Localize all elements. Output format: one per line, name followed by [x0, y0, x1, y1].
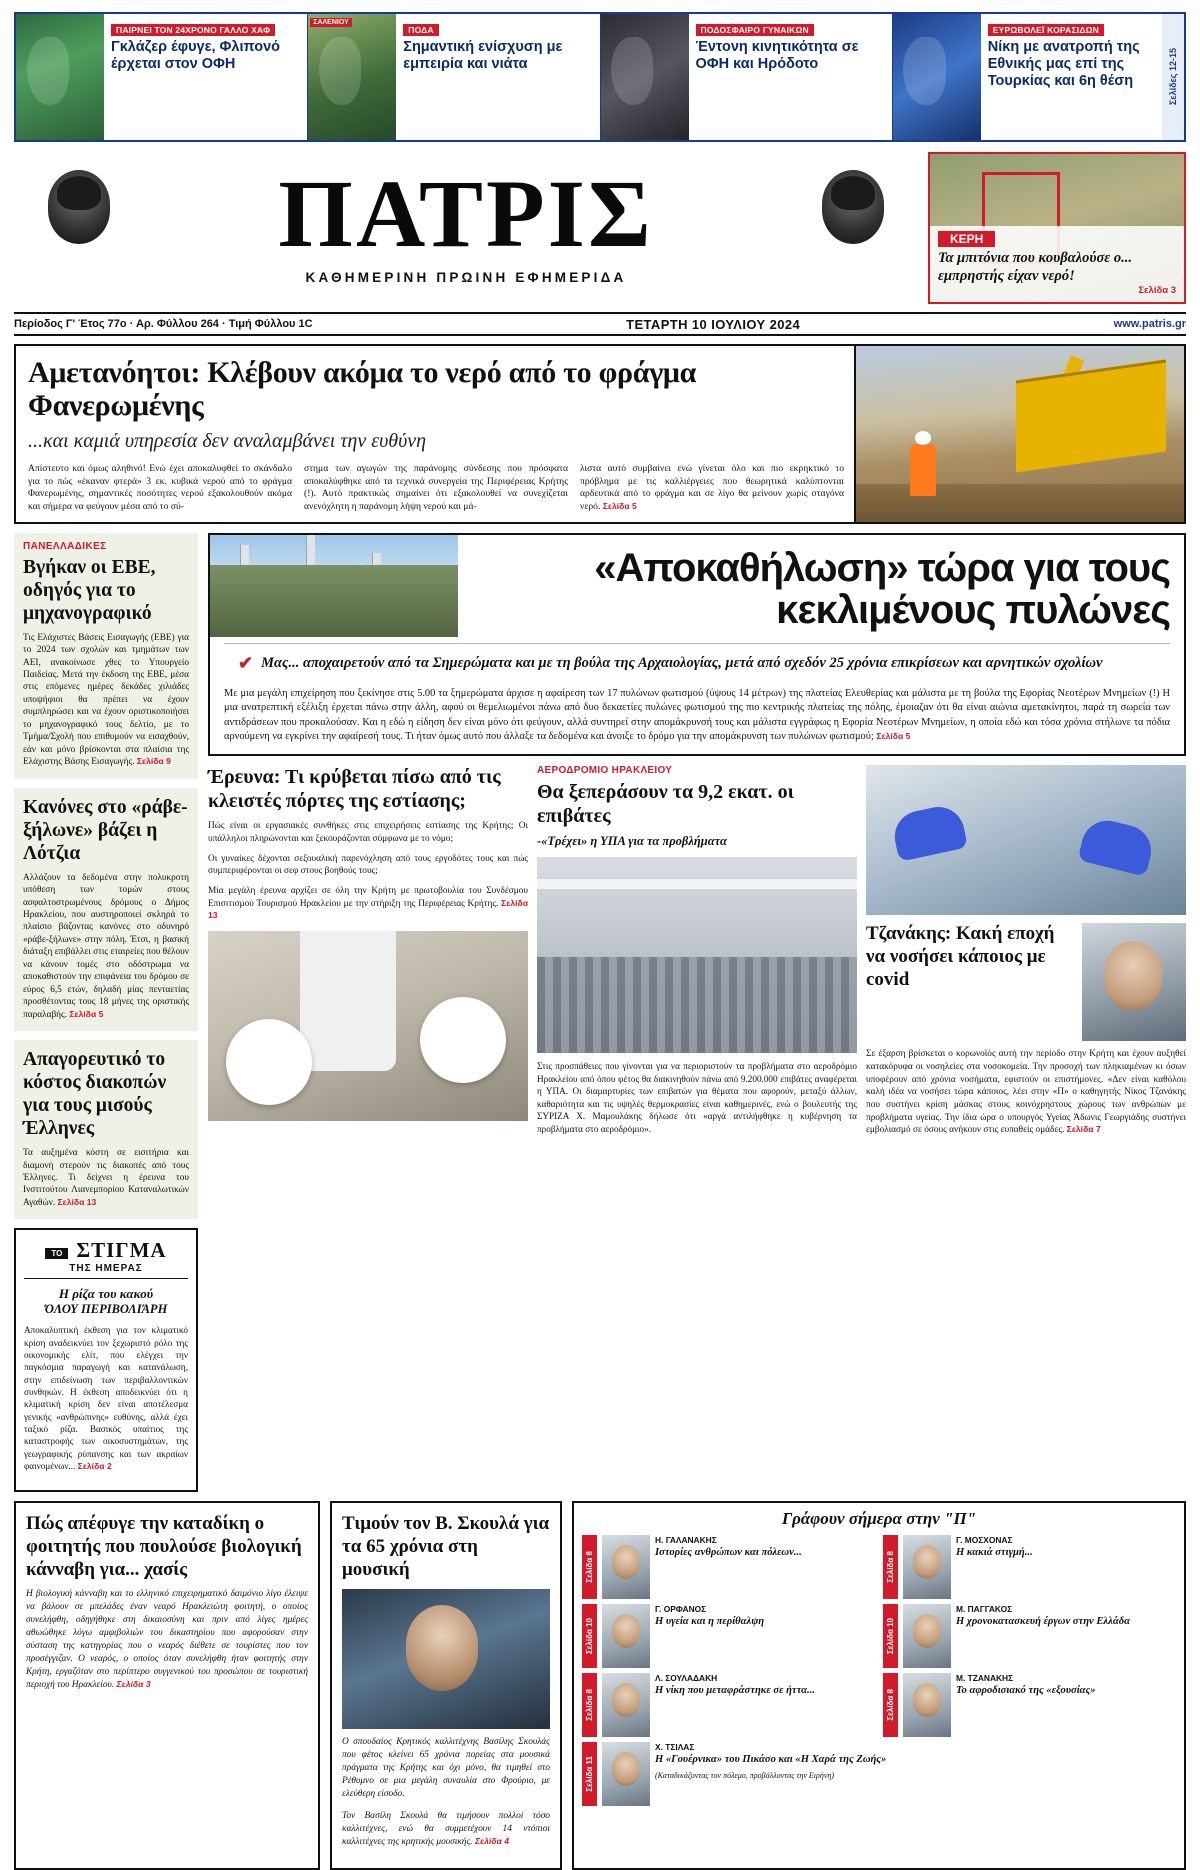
story-subheadline: -«Τρέχει» η ΥΠΑ για τα προβλήματα [537, 834, 727, 849]
writer-name: Γ. ΟΡΦΑΝΟΣ [655, 1603, 707, 1614]
story-headline: Τιμούν τον Β. Σκουλά για τα 65 χρόνια στη μουσική [342, 1512, 550, 1580]
stigma-headline: Η ρίζα του κακού [58, 1286, 154, 1302]
lead-page-link[interactable]: Σελίδα 5 [602, 500, 637, 511]
writer-name: Μ. ΠΑΓΓΑΚΟΣ [956, 1603, 1013, 1614]
lead-headline: Αμετανόητοι: Κλέβουν ακόμα το νερό από το φράγμα Φανερωμένης [28, 356, 697, 422]
issue-date: ΤΕΤΑΡΤΗ 10 ΙΟΥΛΙΟΥ 2024 [626, 316, 801, 332]
writer-photo [602, 1535, 650, 1599]
story-photo-lab [866, 765, 1186, 915]
main-grid [14, 533, 1186, 1492]
sidebar-story-lotzia[interactable] [14, 788, 198, 1031]
sidebar-page-link[interactable]: Σελίδα 5 [69, 1008, 104, 1019]
main-feature-subheadline: Μας... αποχαιρετούν από τα Σημερώματα και με τη βούλα της Αρχαιολογίας, μετά από σχεδόν 25 χρόνια επικρίσεων και αρνητικών σχολίων [261, 655, 1103, 672]
side-story-kicker: ΚΕΡΗ [938, 231, 995, 247]
writer-photo [903, 1673, 951, 1737]
masthead-portrait-right-icon [822, 170, 884, 244]
masthead-portrait-left-icon [48, 170, 110, 244]
story-headline: Έρευνα: Τι κρύβεται πίσω από τις κλειστές πόρτες της εστίασης; [208, 766, 501, 813]
main-feature-body [210, 681, 1184, 754]
writer-page-label: Σελίδα 10 [585, 1617, 594, 1654]
story-photo-musician [342, 1589, 550, 1729]
writer-name: Η. ΓΑΛΑΝΑΚΗΣ [655, 1534, 717, 1545]
masthead-side-story[interactable] [928, 152, 1186, 304]
writer-topic: Η κακιά στιγμή... [956, 1546, 1033, 1558]
main-feature-story[interactable] [208, 533, 1186, 757]
story-body-2-text: Τον Βασίλη Σκουλά θα τιμήσουν πολλοί τόσο καλλιτέχνες, ενώ θα συμμετέχουν 14 ντόπιοι καλλιτέχνες της κρητικής μουσικής. [342, 1811, 550, 1848]
sidebar-headline: Κανόνες στο «ράβε-ξήλωνε» βάζει η Λότζια [23, 796, 188, 864]
writer-photo [602, 1673, 650, 1737]
stigma-word: ΣΤΙΓΜΑ [76, 1238, 167, 1263]
bottom-stories-row [14, 1501, 1186, 1870]
teaser-badge: ΣΑΛΕΝΙΟΥ [310, 18, 352, 27]
teaser-title: Έντονη κινητικότητα σε ΟΦΗ και Ηρόδοτο [695, 39, 859, 72]
writer-page-tab[interactable] [883, 1535, 898, 1599]
sidebar-story-vacations[interactable] [14, 1040, 198, 1219]
story-tzanakis-covid[interactable] [866, 765, 1186, 1144]
writer-page-tab[interactable] [582, 1742, 597, 1806]
writer-item[interactable] [883, 1604, 1176, 1668]
writer-photo [602, 1742, 650, 1806]
story-page-link[interactable]: Σελίδα 4 [474, 1836, 510, 1847]
sidebar-page-link[interactable]: Σελίδα 13 [57, 1196, 97, 1207]
writer-topic: Η υγεία και η περίθαλψη [655, 1615, 765, 1627]
story-body-3-text: Μία μεγάλη έρευνα αρχίζει σε όλη την Κρήτη με πρωτοβουλία του Συνδέσμου Επισιτισμού Τουρισμού Ηρακλείου με την στήριξη της Περιφέρειας Κρήτης. [208, 885, 528, 909]
sidebar-body-text: Τις Ελάχιστες Βάσεις Εισαγωγής (ΕΒΕ) για το 2024 των σχολών και τμημάτων των ΑΕΙ, ανακοίνωσε χθες το Υπουργείο Παιδείας. Μετά την έκδοση της ΕΒΕ, μέσα στις επόμενες ημέρες δεκάδες χιλιάδες υποψήφιοι θα πρέπει να έχουν συμπληρώσει και να έχουν οριστικοποιήσει το μηχανογραφικό τους δελτίο, με το Τμήμα/Σχολή που επιθυμούν να εισαχθούν, εάν και μόνο βρίσκονται στα πλαίσια της Ελάχιστης Βάσης Εισαγωγής. [23, 632, 189, 768]
writer-topic: Η νίκη που μεταφράστηκε σε ήττα... [655, 1684, 815, 1696]
story-kicker: ΑΕΡΟΔΡΟΜΙΟ ΗΡΑΚΛΕΙΟΥ [537, 765, 673, 777]
lead-body-col1: Απίστευτο και όμως αληθινό! Ενώ έχει αποκαλυφθεί το σκάνδαλο για το πώς «έκαναν φτερά» 3 εκ. κυβικά νερού από το φράγμα Φανερωμένης, σημαντικές ποσότητες νερού εξακολουθούν ακόμα και σήμερα να φεύγουν μέσα από το σύ- [28, 463, 292, 512]
teaser-photo [893, 14, 981, 140]
story-restaurant-research[interactable] [208, 765, 528, 1144]
masthead-subtitle: ΚΑΘΗΜΕΡΙΝΗ ΠΡΩΙΝΗ ΕΦΗΜΕΡΙΔΑ [305, 270, 627, 285]
writers-today-box [572, 1501, 1186, 1870]
sidebar-body-text: Τα αυξημένα κόστη σε εισιτήρια και διαμονή στερούν τις διακοπές από τους Έλληνες. Τι δείχνει η έρευνα του Ινστιτούτου Λιανεμπορίου Καταναλωτικών Αγαθών. [23, 1148, 189, 1208]
masthead [14, 152, 1186, 304]
stigma-body-text: Αποκαλυπτική έκθεση για τον κλιματικό κρίση αναδεικνύει τον ξεχωριστό ρόλο της οικονομικής ελίτ, που ελέγχει την παγκόσμια παραγωγή και κατανάλωση, στην επιδείνωση των περιβαλλοντικών συνθηκών. Η έκθεση αποδεικνύει ότι η κλιματική κρίση δεν είναι αποτέλεσμα γενικής «ανθρώπινης» ευθύνης, αλλά έχει ταξικό ρίζα. Βασικός υπαίτιος της καταστροφής των οικοσυστημάτων, της γεωγραφικής ρύπανσης και των ακραίων φαινομένων... [24, 1325, 188, 1471]
story-body [866, 1048, 1186, 1136]
story-cannabis-student[interactable] [14, 1501, 320, 1870]
story-skoulas-music[interactable] [330, 1501, 562, 1870]
story-portrait-photo [1082, 923, 1186, 1041]
teaser-item[interactable] [308, 14, 600, 140]
side-story-page[interactable]: Σελίδα 3 [1138, 285, 1176, 296]
sidebar-headline: Βγήκαν οι ΕΒΕ, οδηγός για το μηχανογραφικό [23, 556, 156, 624]
story-body-3 [208, 885, 528, 923]
story-body-text: Σε έξαρση βρίσκεται ο κορωνοϊός αυτή την περίοδο στην Κρήτη και έχουν αυξηθεί κατακόρυφα οι νοσηλείες στα νοσοκομεία. Την προσοχή των πληκιαμένων κι όσων υποφέρουν από χρόνια νοσήματα, εφιστούν οι επιστήμονες. «Δεν είναι καθόλου καλή ιδέα να νοσήσει τώρα κάποιος, λέει στην «Π» ο καθηγητής Νίκος Τζανάκης που συστήνει κρίση μάσκας στους κοινόχρηστους χώρους των ανθρώπων με προβλήματα υγείας. Την ίδια ώρα ο υπουργός Υγείας Άδωνις Γεωργιάδης συστήνει εμβολιασμό σε όσους ανήκουν στις ευπαθείς ομάδες. [866, 1049, 1186, 1136]
lead-story[interactable] [14, 344, 1186, 524]
teaser-pages-tab [1162, 14, 1184, 140]
writer-topic: Ιστορίες ανθρώπων και πόλεων... [655, 1546, 802, 1558]
writer-photo [903, 1604, 951, 1668]
check-icon: ✔ [238, 653, 254, 674]
writer-page-label: Σελίδα 8 [886, 1688, 895, 1721]
story-photo-caption: Στις προσπάθειες που γίνονται για να περιοριστούν τα προβλήματα στο αεροδρόμιο Ηρακλείου από όπου φέτος θα διακινηθούν πάνω από 9.200.000 επιβάτες αναφέρεται η ΥΠΑ. Οι διαμαρτυρίες των επιβατών για θέματα που αφορούν, μεταξύ άλλων, καθαριότητα και τις υψηλές θερμοκρασίες είναι καθημερινές, ενώ ο βουλευτής της ΣΥΡΙΖΑ Χ. Μαμουλάκης δήλωσε ότι «αργά αντιλήφθηκε η κυβέρνηση τα προβλήματα στο αεροδρόμιο». [537, 1061, 857, 1134]
sidebar-kicker: ΠΑΝΕΛΛΑΔΙΚΕΣ [23, 540, 107, 552]
teaser-kicker: ΠΟΔΟΣΦΑΙΡΟ ΓΥΝΑΙΚΩΝ [696, 24, 814, 36]
teaser-kicker: ΕΥΡΩΒΟΛΕΪ ΚΟΡΑΣΙΔΩΝ [988, 24, 1104, 36]
story-photo-airport [537, 857, 857, 1053]
stigma-of-the-day-box[interactable] [14, 1228, 198, 1491]
writer-page-label: Σελίδα 8 [585, 1688, 594, 1721]
lead-photo [854, 346, 1184, 522]
writer-item[interactable] [883, 1535, 1176, 1599]
main-feature-photo [210, 535, 458, 638]
lead-body-col3 [580, 463, 844, 514]
writer-page-label: Σελίδα 11 [585, 1755, 594, 1792]
writer-item[interactable] [883, 1673, 1176, 1737]
stigma-body [24, 1324, 188, 1472]
teaser-photo [308, 14, 396, 140]
sidebar-page-link[interactable]: Σελίδα 9 [136, 756, 171, 767]
writer-name: Μ. ΤΖΑΝΑΚΗΣ [956, 1672, 1014, 1683]
writer-item[interactable] [582, 1604, 875, 1668]
writer-topic: Η «Γουέρνικα» του Πικάσο και «Η Χαρά της Ζωής» [655, 1753, 887, 1765]
secondary-stories-row [208, 765, 1186, 1144]
sidebar-body [23, 1147, 189, 1209]
teaser-kicker: ΠΟΔΑ [403, 24, 439, 36]
writer-item[interactable] [582, 1673, 875, 1737]
left-sidebar [14, 533, 198, 1492]
main-feature-body-text: Με μια μεγάλη επιχείρηση που ξεκίνησε στις 5.00 τα ξημερώματα άρχισε η αφαίρεση των 17 πυλώνων φωτισμού (ύψους 14 μέτρων) της πλατείας Ελευθερίας και μάλιστα με τη βούλα της Εφορίας Νεοτέρων Μνημείων (!) Η μια ανατρεπτική εξέλιξη έρχεται πάνω στην άλλη, αφού οι θεμελιωμένοι πάνω από δυο δεκαετίες πυλώνες φωτισμού της πιο κεντρικής πλατείας της πόλης, έμοιαζαν ότι θα είναι αιώνια αμετακίνητοι, παρά τη σωρεία των αντιδράσεων που προκαλούσαν. Και η εδώ η είδηση δεν είναι μόνο ότι φεύγουν, αλλά συντηρεί στην απομάκρυνσή τους και μάλιστα εγγράφως η Εφορία Νεοτέρων Μνημείων, η οποία εδώ και τόσα χρόνια στήλωνε τα πόδια αρνούμενη να εγκρίνει την αφαίρεσή τους. Τι ήταν όμως αυτό που άλλαξε τα δεδομένα και άνοιξε το δρόμο για την απομάκρυνση των πυλώνων φωτισμού; [224, 687, 1170, 743]
writer-name: Χ. ΤΣΙΛΑΣ [655, 1741, 695, 1752]
story-body-2: Οι γυναίκες δέχονται σεξουαλική παρενόχληση από τους εργοδότες τους και πώς συμπεριφέρονται οι σεφ στους βοηθούς τους; [208, 853, 528, 877]
teaser-title: Σημαντική ενίσχυση με εμπειρία και νιάτα [403, 39, 563, 72]
sidebar-body [23, 872, 189, 1021]
story-airport[interactable] [537, 765, 857, 1144]
lead-body-col3-text: λιστα αυτό συμβαίνει ενώ γίνεται όλο και πιο εκρηκτικό το πρόβλημα με τις καλλιέργειες που θεωρητικά καλύπτονται αρδευτικά από το φράγμα και σε λίγο θα μείνουν χωρίς σταγόνα νερό. [580, 463, 844, 512]
newspaper-front-page [0, 12, 1200, 1848]
sidebar-story-evе[interactable] [14, 533, 198, 779]
story-headline: Πώς απέφυγε την καταδίκη ο φοιτητής που πουλούσε βιολογική κάνναβη για... χασίς [26, 1512, 302, 1580]
writer-photo [602, 1604, 650, 1668]
writer-page-label: Σελίδα 10 [886, 1617, 895, 1654]
story-photo-restaurant [208, 931, 528, 1121]
writer-page-tab[interactable] [582, 1604, 597, 1668]
story-body-text: Η βιολογική κάνναβη και το ελληνικό επιχειρηματικό δαιμόνιο λίγο έλειψε να βάλουν σε μπελάδες έναν νεαρό Ηρακλειώτη φοιτητή, ο οποίος συνελήφθη, οδηγήθηκε στη δικαιοσύνη και πριν από λίγες ημέρες αθωώθηκε λόγω αμφιβολιών του δικαστηρίου που αφορούσαν στην σύσταση της κατηγορίας που ο νεαρός διέθετε σε τουρίστες που τον προσέγγιζαν. Ο νεαρός, ο οποίος όταν συνελήφθη ήταν φοιτητής στην Κρήτη, εργαζόταν στο περίπτερο συγγενικού του προσώπου σε τουριστική περιοχή του Ηρακλείου. [26, 1589, 308, 1690]
story-body-1: Πώς είναι οι εργασιακές συνθήκες στις επιχειρήσεις εστίασης της Κρήτης; Οι υπάλληλοι πληρώνονται και ξεκουράζονται σύμφωνα με το νόμο; [208, 821, 528, 845]
story-page-link[interactable]: Σελίδα 13 [208, 897, 528, 921]
teaser-pages-label: Σελίδες 12-15 [1168, 48, 1178, 106]
sidebar-headline: Απαγορευτικό το κόστος διακοπών για τους μισούς Έλληνες [23, 1049, 167, 1140]
stigma-subtitle: ΤΗΣ ΗΜΕΡΑΣ [24, 1263, 188, 1279]
top-teaser-strip [14, 12, 1186, 142]
teaser-kicker: ΠΑΙΡΝΕΙ ΤΟΝ 24ΧΡΟΝΟ ΓΑΛΛΟ ΧΑΦ [111, 24, 275, 36]
teaser-title: Γκλάζερ έφυγε, Φλιπονό έρχεται στον ΟΦΗ [111, 39, 280, 72]
writers-list [582, 1535, 1176, 1806]
writer-page-label: Σελίδα 8 [886, 1550, 895, 1583]
writer-page-label: Σελίδα 8 [585, 1550, 594, 1583]
story-body-2 [342, 1810, 550, 1849]
writer-name: Λ. ΣΟΥΛΑΔΑΚΗ [655, 1672, 718, 1683]
issue-info-bar [14, 312, 1186, 336]
story-page-link[interactable]: Σελίδα 3 [116, 1678, 151, 1689]
writer-page-tab[interactable] [883, 1604, 898, 1668]
writer-page-tab[interactable] [582, 1535, 597, 1599]
writers-box-title: Γράφουν σήμερα στην "Π" [781, 1508, 977, 1528]
stigma-to-label: ΤΟ [45, 1248, 68, 1259]
story-body [26, 1588, 308, 1692]
writer-topic: Το αφροδισιακό της «εξουσίας» [956, 1684, 1096, 1696]
issue-meta: Περίοδος Γ' Έτος 77ο · Αρ. Φύλλου 264 · Τιμή Φύλλου 1C [14, 318, 313, 330]
side-story-title: Τα μπιτόνια που κουβαλούσε ο... εμπρηστής είχαν νερό! [938, 250, 1132, 284]
page-title: ΠΑΤΡΙΣ [278, 160, 654, 267]
sidebar-body [23, 632, 189, 769]
sidebar-body-text: Αλλάζουν τα δεδομένα στην πολυκροτη υπόθεση των τομών στους ασφαλτοστρωμένους δρόμους ο Δήμος Ηρακλείου, που αυστηροποιεί σκληρά το πλαίσιο βάζοντας κανόνες στο οδυνηρό «ράβε-ξήλωνε» στην πόλη. Έτσι, η βασική διάταξη επιβάλλει στις εταιρείες που θέλουν να κάνουν τομές στο οδόστρωμα να αποκαθιστούν την επιφάνεια του δρόμου σε εύρος 6,5 ετών, δηλαδή μίας πενταετίας προσθέτοντας τους 18 μήνες της οριστικής παραλαβής. [23, 872, 189, 1020]
teaser-item[interactable] [601, 14, 893, 140]
writer-name: Γ. ΜΟΣΧΟΝΑΣ [956, 1534, 1013, 1545]
story-headline: Τζανάκης: Κακή εποχή να νοσήσει κάποιος με covid [866, 923, 1055, 990]
website-url[interactable]: www.patris.gr [1113, 318, 1186, 330]
teaser-item[interactable] [893, 14, 1184, 140]
teaser-photo [16, 14, 104, 140]
story-headline: Θα ξεπεράσουν τα 9,2 εκατ. οι επιβάτες [537, 781, 794, 828]
main-feature-headline: «Αποκαθήλωση» τώρα για τους κεκλιμένους πυλώνες [594, 545, 1170, 633]
writer-photo [903, 1535, 951, 1599]
lead-subheadline: ...και καμιά υπηρεσία δεν αναλαμβάνει την ευθύνη [28, 430, 427, 452]
writer-item[interactable] [582, 1535, 875, 1599]
stigma-page-link[interactable]: Σελίδα 2 [77, 1460, 112, 1471]
writer-topic: Η χρονοκατασκευή έργων στην Ελλάδα [956, 1615, 1130, 1627]
story-page-link[interactable]: Σελίδα 7 [1066, 1124, 1101, 1135]
stigma-headline-2: ΌΛΟΥ ΠΕΡΙΒΟΛΙΆΡΗ [44, 1302, 168, 1317]
lead-body-col2: στημα των αγωγών της παράνομης σύνδεσης που πρόσφατα αποκαλύφθηκε από τα τεχνικά συνεργεία της Περιφέρειας Κρήτης (!). Αυτό πρακτικώς σημαίνει ότι εξακολουθεί να συνεχίζεται ανενόχλητη η παράνομη λήψη νερού και μά- [304, 463, 568, 512]
main-column [208, 533, 1186, 1492]
teaser-title: Νίκη με ανατροπή της Εθνικής μας επί της Τουρκίας και 6η θέση [987, 39, 1140, 89]
teaser-item[interactable] [16, 14, 308, 140]
writer-item[interactable] [582, 1742, 1176, 1806]
main-feature-page-link[interactable]: Σελίδα 5 [876, 731, 911, 742]
writer-page-tab[interactable] [883, 1673, 898, 1737]
teaser-photo [601, 14, 689, 140]
writer-page-tab[interactable] [582, 1673, 597, 1737]
writers-footnote: (Καταδικάζοντας τον πόλεμο, προβάλλοντας την Ειρήνη) [655, 1770, 835, 1780]
story-body-1: Ο σπουδαίος Κρητικός καλλιτέχνης Βασίλης Σκουλάς που φέτος κλείνει 65 χρόνια πορείας στα μουσικά πράγματα της Κρήτης και όχι μόνο, θα τιμηθεί στο Ρέθυμνο σε μια μεγάλη συναυλία στο Φρούριο, με ελεύθερη είσοδο. [342, 1737, 550, 1800]
